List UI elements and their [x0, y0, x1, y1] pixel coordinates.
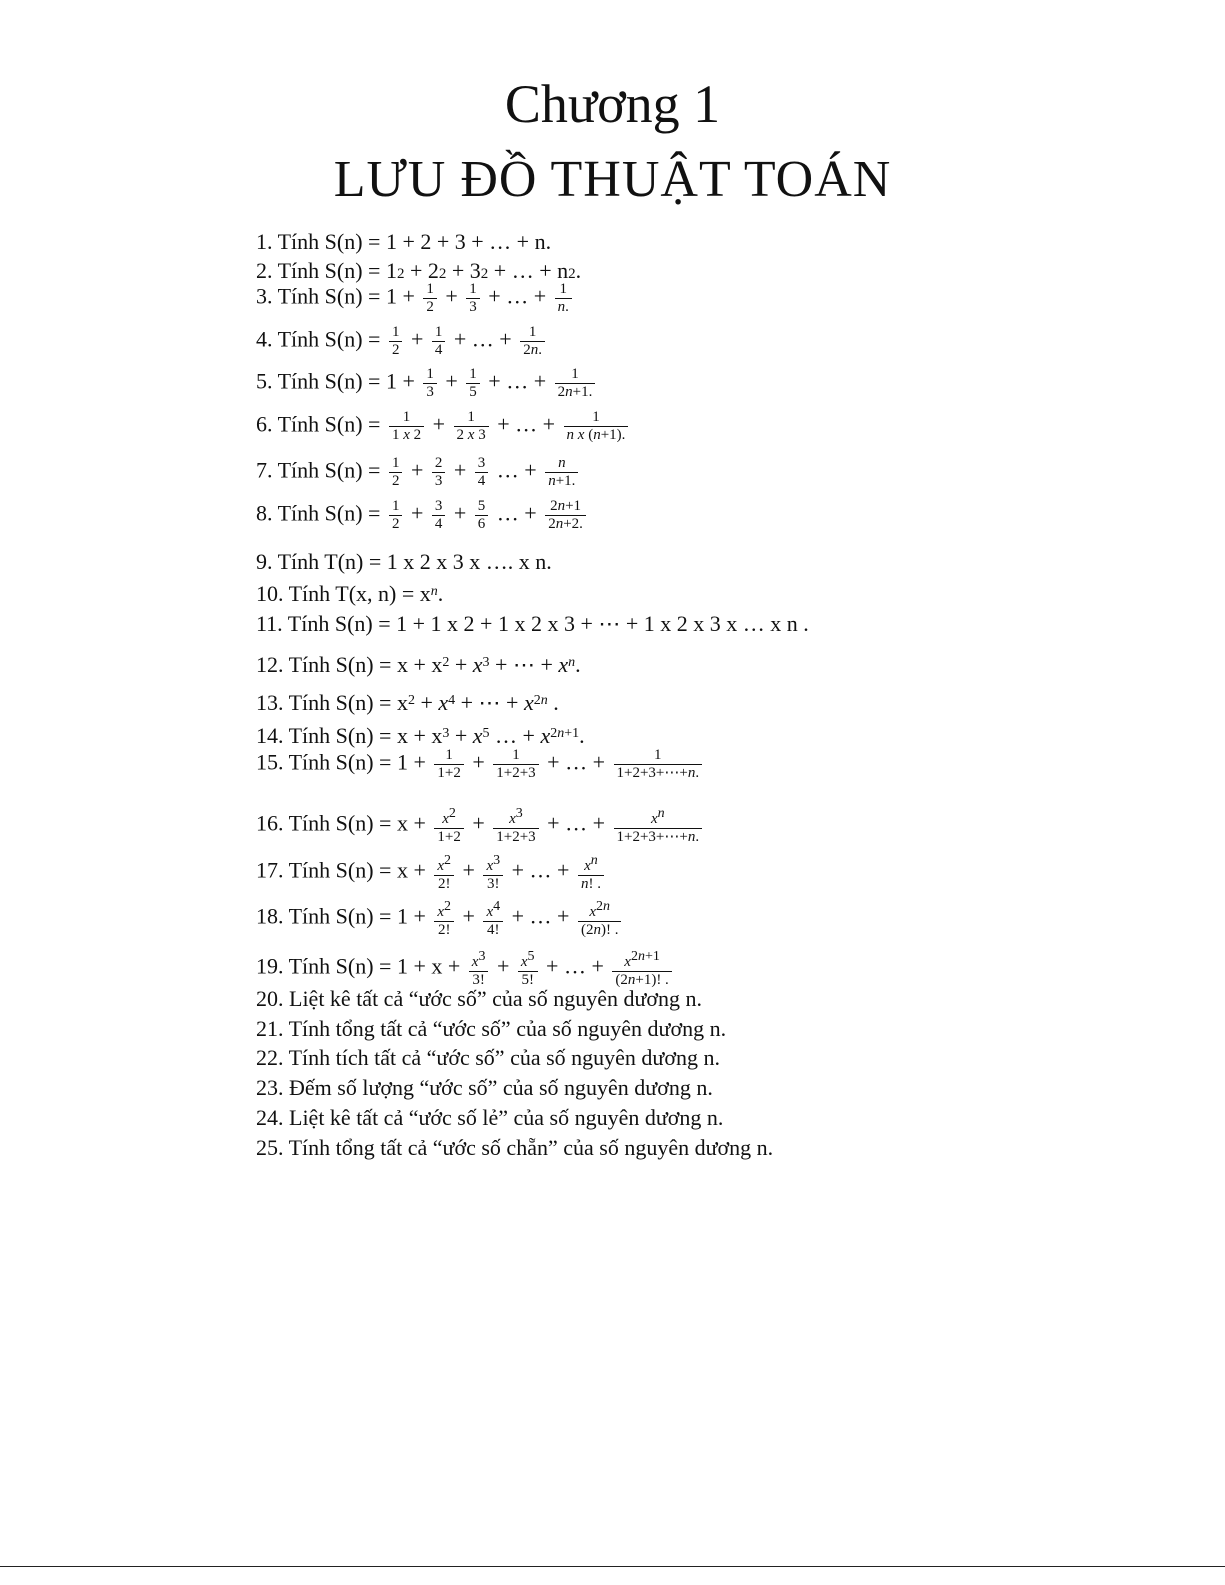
exercise-2: 2. Tính S(n) = 12 + 22 + 32 + … + n2.	[256, 258, 582, 283]
page-bottom-border	[0, 1566, 1225, 1567]
exercise-17: 17. Tính S(n) = x + $\frac{x2}{2!}$ + $\frac{x3}{3!}$ + … + $\frac{xn}{n! .}$	[256, 852, 607, 893]
exercise-13: 13. Tính $S(n) = x^2 + x^4$ + ⋯ + $x^{2n}$ .	[256, 690, 559, 715]
exercise-4: 4. Tính S(n) = $\frac{1}{2}$ + $\frac{1}{4}$ + … + $\frac{1}{2n.}$	[256, 324, 548, 359]
exercise-9: 9. Tính T(n) = 1 x 2 x 3 x …. x n.	[256, 549, 552, 574]
exercise-3: 3. Tính S(n) = 1 + $\frac{1}{2}$ + $\frac{1}{3}$ + … + $\frac{1}{n.}$	[256, 281, 575, 316]
exercise-21: 21. Tính tổng tất cả “ước số” của số nguyên dương n.	[256, 1016, 727, 1041]
exercise-10: 10. Tính T(x, $n) = x^n$.	[256, 581, 444, 606]
chapter-number: Chương 1	[504, 74, 721, 134]
exercise-16: 16. Tính S(n) = x + $\frac{x2}{1+2}$ + $\frac{x3}{1+2+3}$ + … + $\frac{xn}{1+2+3+\cdots+n.}$	[256, 805, 705, 846]
exercise-23: 23. Đếm số lượng “ước số” của số nguyên dương n.	[256, 1075, 713, 1100]
exercise-15: 15. Tính S(n) = 1 + $\frac{1}{1+2}$ + $\frac{1}{1+2+3}$ + … + $\frac{1}{1+2+3+\cdots+n.}$	[256, 747, 705, 782]
exercise-19: 19. Tính S(n) = 1 + x + $\frac{x3}{3!}$ + $\frac{x5}{5!}$ + … + $\frac{x2n+1}{(2n+1)! .}$	[256, 948, 675, 989]
exercise-6: 6. Tính S(n) = $\frac{1}{1 x 2}$ + $\frac{1}{2 x 3}$ + … + $\frac{1}{\text{n x (n+1).}}$	[256, 409, 631, 444]
exercise-24: 24. Liệt kê tất cả “ước số lẻ” của số nguyên dương n.	[256, 1105, 724, 1130]
exercise-1: 1. Tính S(n) = 1 + 2 + 3 + … + n.	[256, 229, 552, 254]
exercise-5: 5. Tính S(n) = 1 + $\frac{1}{3}$ + $\frac{1}{5}$ + … + $\frac{1}{2n+1.}$	[256, 366, 598, 401]
exercise-7: 7. Tính S(n) = $\frac{1}{2}$ + $\frac{2}{3}$ + $\frac{3}{4}$ … + $\frac{n}{n+1.}$	[256, 455, 581, 490]
exercise-22: 22. Tính tích tất cả “ước số” của số nguyên dương n.	[256, 1045, 720, 1070]
exercise-11: 11. Tính S(n) = 1 + 1 x 2 + 1 x 2 x 3 + ⋯ + 1 x 2 x 3 x … x n .	[256, 611, 809, 636]
exercise-25: 25. Tính tổng tất cả “ước số chẵn” của số nguyên dương n.	[256, 1135, 774, 1160]
exercise-14: 14. Tính $S(n) = x + x^3 + x^5$ … + $x^{2n+1}$.	[256, 723, 585, 748]
chapter-title: LƯU ĐỒ THUẬT TOÁN	[333, 151, 892, 208]
exercise-20: 20. Liệt kê tất cả “ước số” của số nguyên dương n.	[256, 986, 703, 1011]
exercise-18: 18. Tính S(n) = 1 + $\frac{x2}{2!}$ + $\frac{x4}{4!}$ + … + $\frac{x2n}{(2n)! .}$	[256, 898, 624, 939]
exercise-12: 12. Tính $S(n) = x + x^2 + x^3$ + ⋯ + $x^n$.	[256, 652, 581, 677]
exercise-8: 8. Tính S(n) = $\frac{1}{2}$ + $\frac{3}{4}$ + $\frac{5}{6}$ … + $\frac{2n+1}{2n+2.}$	[256, 498, 589, 533]
